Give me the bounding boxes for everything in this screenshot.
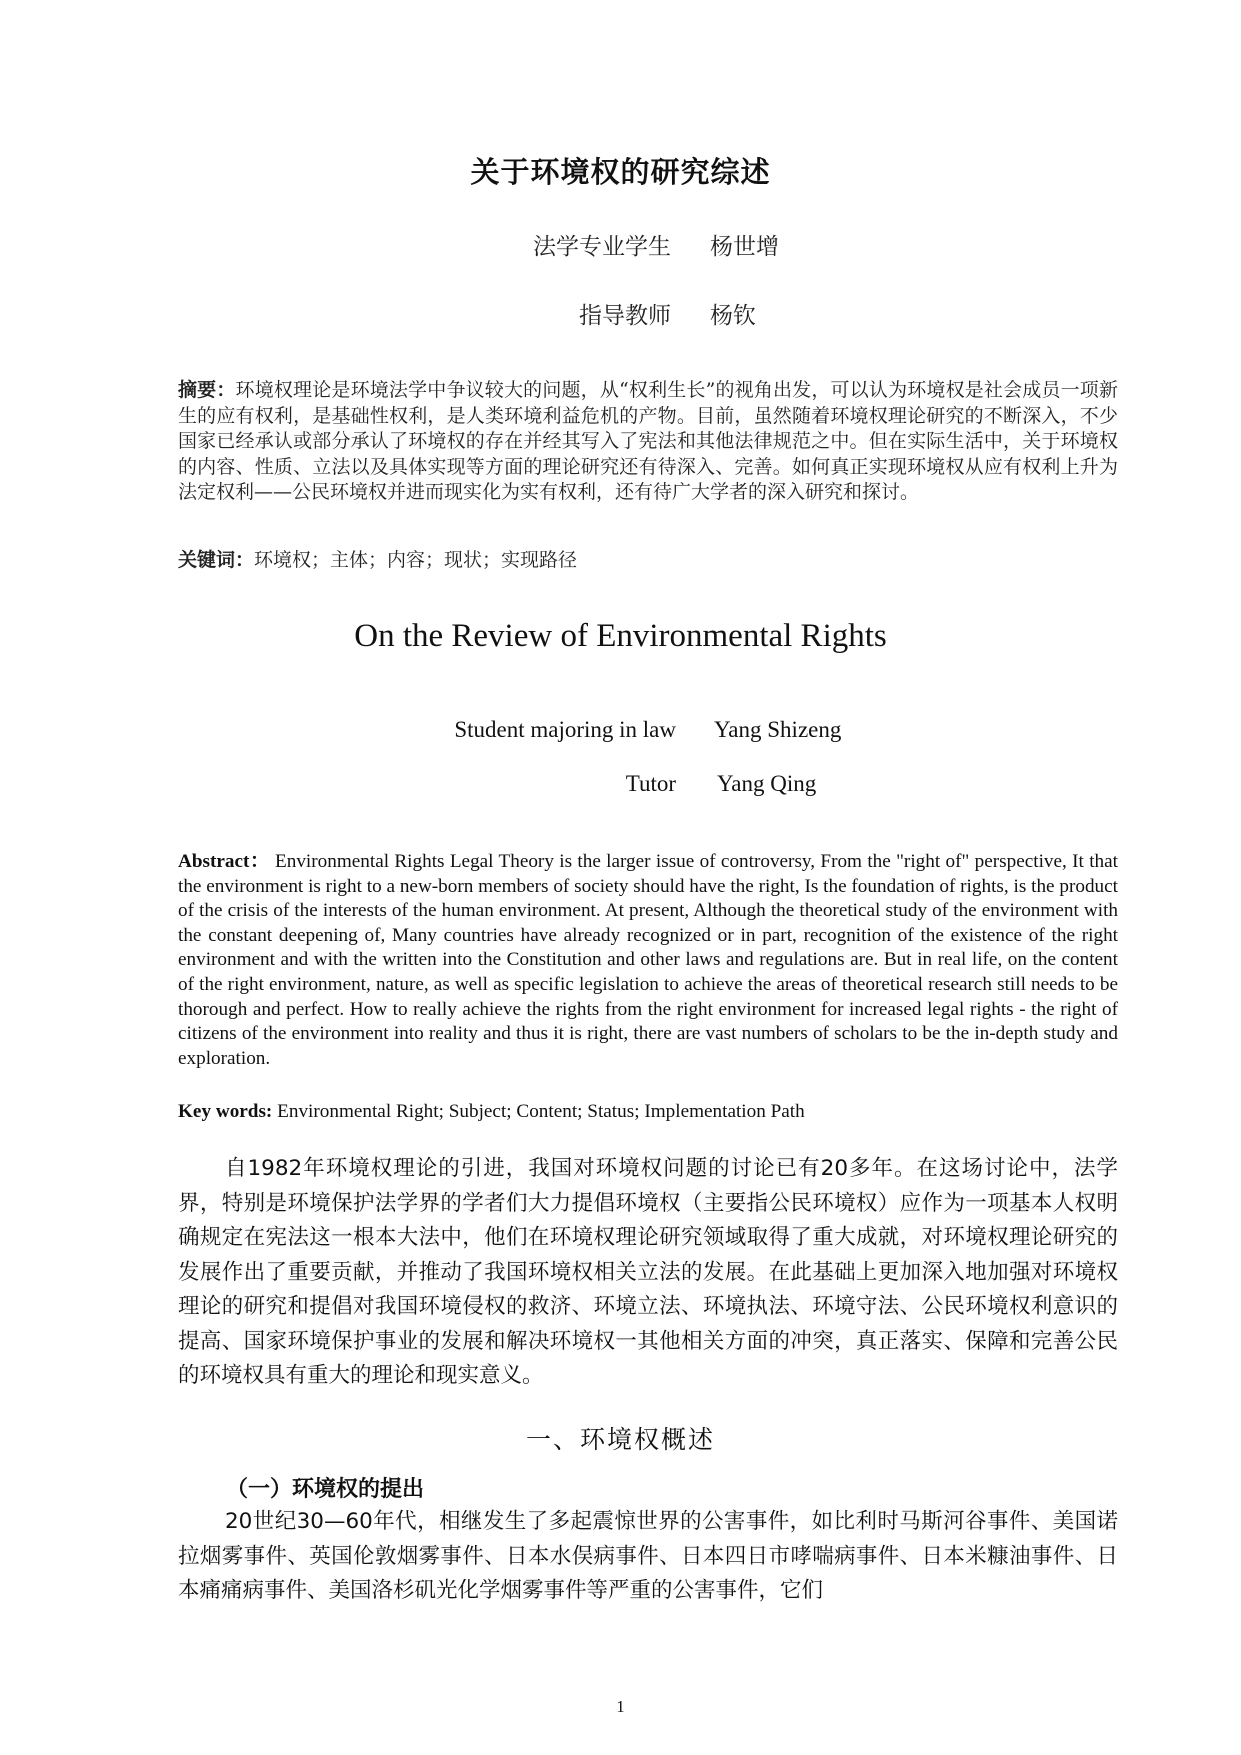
en-keywords-label: Key words:	[178, 1101, 273, 1122]
cn-student-name: 杨世增	[710, 234, 779, 260]
cn-keywords-label: 关键词：	[178, 549, 255, 571]
en-keywords-text: Environmental Right; Subject; Content; Status; Implementation Path	[277, 1101, 805, 1122]
chinese-abstract	[178, 378, 1118, 506]
cn-tutor-role: 指导教师	[579, 303, 671, 329]
english-keywords	[178, 1100, 1118, 1125]
section-heading: 一、环境权概述	[525, 1425, 715, 1454]
cn-abstract-text: 环境权理论是环境法学中争议较大的问题，从“权利生长”的视角出发，可以认为环境权是社会成员一项新生的应有权利，是基础性权利，是人类环境利益危机的产物。目前，虽然随着环境权理论研究的不断深入，不少国家已经承认或部分承认了环境权的存在并经其写入了宪法和其他法律规范之中。但在实际生活中，关于环境权的内容、性质、立法以及具体实现等方面的理论研究还有待深入、完善。如何真正实现环境权从应有权利上升为法定权利——公民环境权并进而现实化为实有权利，还有待广大学者的深入研究和探讨。	[178, 379, 1118, 503]
english-title: On the Review of Environmental Rights	[354, 618, 887, 654]
cn-abstract-label: 摘要：	[178, 379, 236, 401]
cn-tutor-name: 杨钦	[710, 303, 756, 329]
english-abstract	[178, 850, 1118, 1071]
cn-student-role: 法学专业学生	[533, 234, 671, 260]
subsection-heading: （一）环境权的提出	[226, 1477, 425, 1502]
section-paragraph: 20世纪30—60年代，相继发生了多起震惊世界的公害事件，如比利时马斯河谷事件、美国诺拉烟雾事件、英国伦敦烟雾事件、日本水俣病事件、日本四日市哮喘病事件、日本米糠油事件、日本痛痛病事件、美国洛杉矶光化学烟雾事件等严重的公害事件，它们	[178, 1509, 1118, 1603]
en-abstract-text: Environmental Rights Legal Theory is the larger issue of controversy, From the "right of" perspective, It that the environment is right to a new-born members of society should have the right, Is the foundation of rights, is the product of the crisis of the interests of the human environment. At present, Although the theoretical study of the environment with the constant deepening of, Many countries have already recognized or in part, recognition of the existence of the right environment and with the written into the Constitution and other laws and regulations are. But in real life, on the content of the right environment, nature, as well as specific legislation to achieve the areas of theoretical research still needs to be thorough and perfect. How to really achieve the rights from the right environment for increased legal rights - the right of citizens of the environment into reality and thus it is right, there are vast numbers of scholars to be the in-depth study and exploration.	[178, 851, 1118, 1069]
chinese-title: 关于环境权的研究综述	[470, 155, 771, 189]
chinese-keywords	[178, 548, 1118, 573]
en-tutor-role: Tutor	[625, 771, 676, 796]
intro-paragraph: 自1982年环境权理论的引进，我国对环境权问题的讨论已有20多年。在这场讨论中，法学界，特别是环境保护法学界的学者们大力提倡环境权（主要指公民环境权）应作为一项基本人权明确规定在宪法这一根本大法中，他们在环境权理论研究领域取得了重大成就，对环境权理论研究的发展作出了重要贡献，并推动了我国环境权相关立法的发展。在此基础上更加深入地加强对环境权理论的研究和提倡对我国环境侵权的救济、环境立法、环境执法、环境守法、公民环境权利意识的提高、国家环境保护事业的发展和解决环境权一其他相关方面的冲突，真正落实、保障和完善公民的环境权具有重大的理论和现实意义。	[178, 1156, 1118, 1388]
en-student-role: Student majoring in law	[454, 717, 676, 742]
en-student-name: Yang Shizeng	[714, 717, 842, 742]
en-tutor-name: Yang Qing	[717, 771, 817, 796]
cn-keywords-text: 环境权；主体；内容；现状；实现路径	[254, 549, 578, 571]
cn-byline-student	[0, 228, 1241, 260]
cn-byline-tutor	[0, 297, 1241, 329]
page-number: 1	[616, 1697, 625, 1716]
en-abstract-label: Abstract：	[178, 851, 270, 872]
